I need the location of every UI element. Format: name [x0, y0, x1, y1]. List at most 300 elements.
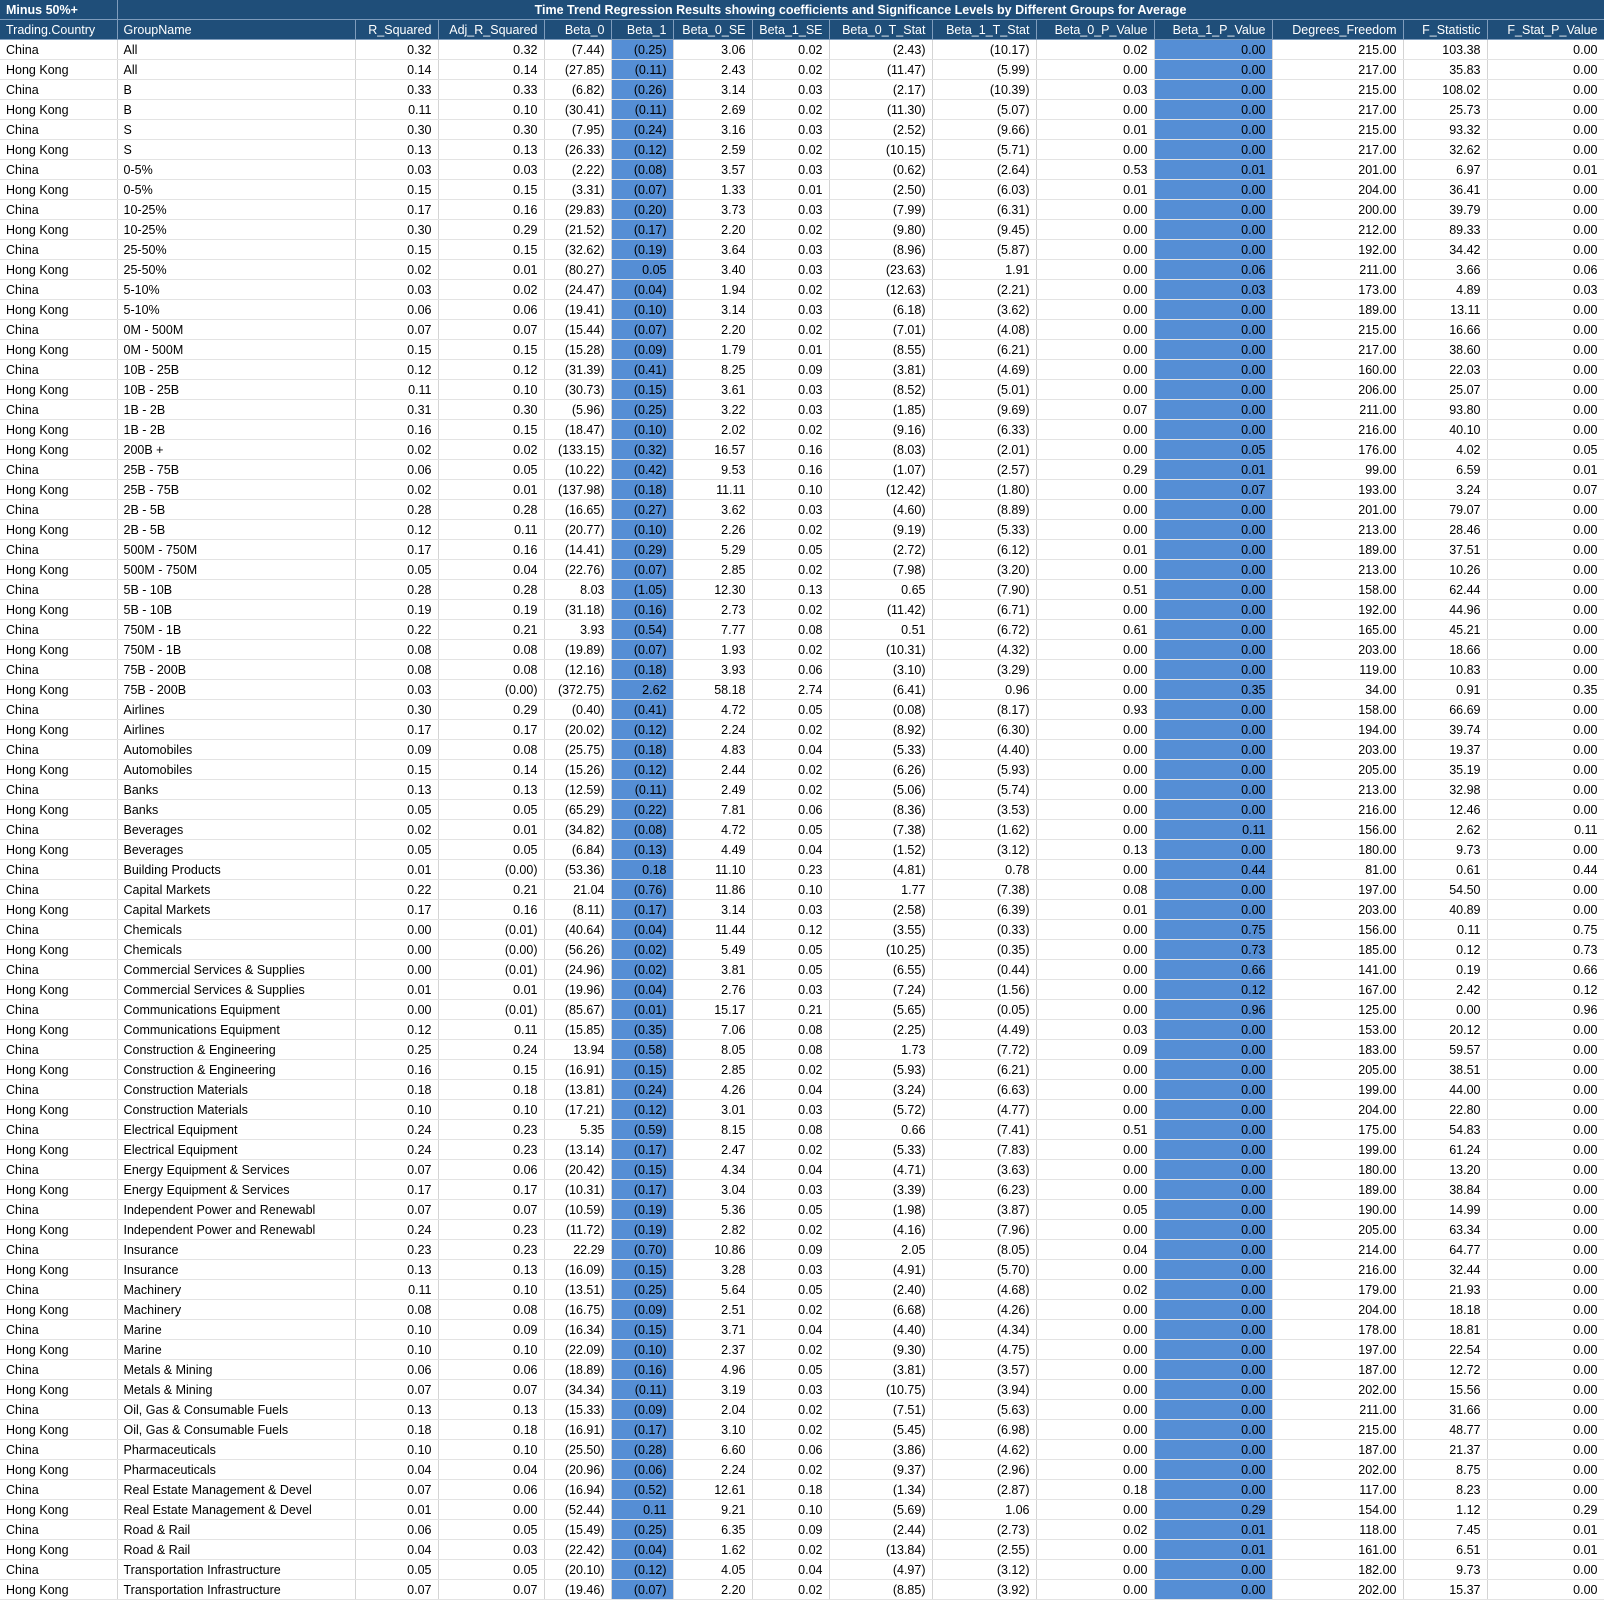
column-header-beta-0[interactable]: Beta_0: [544, 20, 611, 40]
cell-r-squared[interactable]: 0.17: [355, 1180, 438, 1200]
cell-r-squared[interactable]: 0.13: [355, 140, 438, 160]
cell-beta-0-p-value[interactable]: 0.00: [1036, 100, 1154, 120]
cell-beta-1-p-value[interactable]: 0.00: [1154, 1020, 1272, 1040]
cell-beta-1-t-stat[interactable]: (9.45): [932, 220, 1036, 240]
cell-beta-0-se[interactable]: 2.44: [673, 760, 752, 780]
cell-beta-1-se[interactable]: 0.05: [752, 540, 829, 560]
cell-beta-0-t-stat[interactable]: (10.75): [829, 1380, 932, 1400]
cell-beta-1-t-stat[interactable]: (6.12): [932, 540, 1036, 560]
cell-degrees-freedom[interactable]: 214.00: [1272, 1240, 1403, 1260]
cell-r-squared[interactable]: 0.06: [355, 1520, 438, 1540]
cell-groupname[interactable]: Beverages: [117, 840, 355, 860]
cell-degrees-freedom[interactable]: 180.00: [1272, 1160, 1403, 1180]
cell-degrees-freedom[interactable]: 34.00: [1272, 680, 1403, 700]
cell-beta-0-p-value[interactable]: 0.00: [1036, 1380, 1154, 1400]
cell-beta-1-t-stat[interactable]: (4.62): [932, 1440, 1036, 1460]
cell-r-squared[interactable]: 0.08: [355, 1300, 438, 1320]
cell-beta-0-se[interactable]: 1.93: [673, 640, 752, 660]
cell-beta-0[interactable]: (19.41): [544, 300, 611, 320]
cell-beta-1-se[interactable]: 0.03: [752, 1380, 829, 1400]
cell-beta-1-t-stat[interactable]: (4.69): [932, 360, 1036, 380]
cell-beta-0-p-value[interactable]: 0.00: [1036, 340, 1154, 360]
cell-beta-0-t-stat[interactable]: (11.47): [829, 60, 932, 80]
cell-adj-r-squared[interactable]: 0.05: [438, 1560, 544, 1580]
cell-beta-0[interactable]: (15.28): [544, 340, 611, 360]
cell-f-statistic[interactable]: 9.73: [1403, 840, 1487, 860]
cell-beta-0[interactable]: (26.33): [544, 140, 611, 160]
cell-beta-1[interactable]: (0.07): [611, 180, 673, 200]
cell-f-statistic[interactable]: 0.11: [1403, 920, 1487, 940]
cell-beta-0-se[interactable]: 12.61: [673, 1480, 752, 1500]
cell-f-stat-p-value[interactable]: 0.00: [1487, 700, 1604, 720]
cell-beta-0-t-stat[interactable]: (4.81): [829, 860, 932, 880]
cell-trading-country[interactable]: Hong Kong: [0, 980, 117, 1000]
cell-adj-r-squared[interactable]: 0.13: [438, 140, 544, 160]
cell-r-squared[interactable]: 0.17: [355, 200, 438, 220]
cell-beta-0[interactable]: 22.29: [544, 1240, 611, 1260]
cell-beta-0[interactable]: (16.75): [544, 1300, 611, 1320]
cell-beta-1-t-stat[interactable]: (1.62): [932, 820, 1036, 840]
cell-f-stat-p-value[interactable]: 0.03: [1487, 280, 1604, 300]
cell-beta-0[interactable]: (24.96): [544, 960, 611, 980]
cell-f-stat-p-value[interactable]: 0.00: [1487, 360, 1604, 380]
cell-beta-1-p-value[interactable]: 0.05: [1154, 440, 1272, 460]
cell-f-statistic[interactable]: 38.84: [1403, 1180, 1487, 1200]
cell-beta-0-t-stat[interactable]: (1.85): [829, 400, 932, 420]
cell-beta-0-se[interactable]: 8.25: [673, 360, 752, 380]
cell-beta-0-t-stat[interactable]: (23.63): [829, 260, 932, 280]
cell-beta-1[interactable]: (0.17): [611, 1420, 673, 1440]
cell-beta-1[interactable]: (0.10): [611, 420, 673, 440]
cell-beta-0-p-value[interactable]: 0.00: [1036, 820, 1154, 840]
cell-f-statistic[interactable]: 8.23: [1403, 1480, 1487, 1500]
cell-beta-1-t-stat[interactable]: (8.89): [932, 500, 1036, 520]
cell-beta-1-p-value[interactable]: 0.00: [1154, 640, 1272, 660]
cell-beta-0[interactable]: (19.89): [544, 640, 611, 660]
cell-groupname[interactable]: Capital Markets: [117, 900, 355, 920]
cell-beta-1-t-stat[interactable]: (3.29): [932, 660, 1036, 680]
cell-adj-r-squared[interactable]: 0.23: [438, 1140, 544, 1160]
cell-f-statistic[interactable]: 62.44: [1403, 580, 1487, 600]
cell-beta-0[interactable]: (34.82): [544, 820, 611, 840]
cell-beta-0-se[interactable]: 9.53: [673, 460, 752, 480]
cell-f-stat-p-value[interactable]: 0.00: [1487, 600, 1604, 620]
cell-beta-1-t-stat[interactable]: (4.40): [932, 740, 1036, 760]
cell-trading-country[interactable]: Hong Kong: [0, 1460, 117, 1480]
cell-f-statistic[interactable]: 66.69: [1403, 700, 1487, 720]
cell-beta-1-t-stat[interactable]: 1.06: [932, 1500, 1036, 1520]
cell-degrees-freedom[interactable]: 158.00: [1272, 580, 1403, 600]
cell-degrees-freedom[interactable]: 204.00: [1272, 1300, 1403, 1320]
cell-beta-1-t-stat[interactable]: (4.68): [932, 1280, 1036, 1300]
cell-beta-1-se[interactable]: 0.16: [752, 440, 829, 460]
cell-r-squared[interactable]: 0.31: [355, 400, 438, 420]
cell-adj-r-squared[interactable]: 0.23: [438, 1240, 544, 1260]
cell-beta-0-t-stat[interactable]: (2.72): [829, 540, 932, 560]
cell-beta-1-p-value[interactable]: 0.00: [1154, 540, 1272, 560]
cell-beta-1-t-stat[interactable]: (6.63): [932, 1080, 1036, 1100]
cell-degrees-freedom[interactable]: 185.00: [1272, 940, 1403, 960]
cell-beta-0-p-value[interactable]: 0.00: [1036, 1080, 1154, 1100]
cell-degrees-freedom[interactable]: 160.00: [1272, 360, 1403, 380]
cell-beta-0[interactable]: (6.82): [544, 80, 611, 100]
cell-beta-0-se[interactable]: 3.22: [673, 400, 752, 420]
cell-adj-r-squared[interactable]: 0.10: [438, 1280, 544, 1300]
cell-f-stat-p-value[interactable]: 0.00: [1487, 640, 1604, 660]
cell-r-squared[interactable]: 0.06: [355, 460, 438, 480]
cell-beta-0-se[interactable]: 2.20: [673, 320, 752, 340]
cell-beta-1[interactable]: (0.07): [611, 1580, 673, 1600]
cell-beta-0-se[interactable]: 2.26: [673, 520, 752, 540]
cell-beta-0-p-value[interactable]: 0.00: [1036, 680, 1154, 700]
cell-beta-1[interactable]: (0.11): [611, 780, 673, 800]
cell-beta-0[interactable]: (31.39): [544, 360, 611, 380]
cell-beta-0-se[interactable]: 3.64: [673, 240, 752, 260]
cell-beta-0-se[interactable]: 4.26: [673, 1080, 752, 1100]
cell-beta-0[interactable]: (8.11): [544, 900, 611, 920]
cell-beta-0-se[interactable]: 2.76: [673, 980, 752, 1000]
cell-beta-1-se[interactable]: 0.03: [752, 1260, 829, 1280]
cell-r-squared[interactable]: 0.10: [355, 1340, 438, 1360]
cell-beta-1-se[interactable]: 0.23: [752, 860, 829, 880]
cell-beta-1-t-stat[interactable]: (6.21): [932, 1060, 1036, 1080]
cell-beta-1-p-value[interactable]: 0.00: [1154, 1100, 1272, 1120]
cell-f-stat-p-value[interactable]: 0.00: [1487, 1040, 1604, 1060]
cell-adj-r-squared[interactable]: 0.08: [438, 740, 544, 760]
cell-beta-1-p-value[interactable]: 0.00: [1154, 1280, 1272, 1300]
cell-f-stat-p-value[interactable]: 0.00: [1487, 400, 1604, 420]
cell-beta-1-se[interactable]: 0.05: [752, 700, 829, 720]
cell-beta-1-t-stat[interactable]: (3.53): [932, 800, 1036, 820]
cell-beta-0-p-value[interactable]: 0.00: [1036, 60, 1154, 80]
cell-beta-1-se[interactable]: 0.02: [752, 420, 829, 440]
cell-adj-r-squared[interactable]: 0.01: [438, 480, 544, 500]
cell-beta-1-p-value[interactable]: 0.00: [1154, 580, 1272, 600]
cell-trading-country[interactable]: China: [0, 240, 117, 260]
cell-beta-1-p-value[interactable]: 0.66: [1154, 960, 1272, 980]
cell-beta-0-se[interactable]: 2.85: [673, 560, 752, 580]
cell-f-statistic[interactable]: 14.99: [1403, 1200, 1487, 1220]
cell-beta-0-se[interactable]: 15.17: [673, 1000, 752, 1020]
cell-adj-r-squared[interactable]: 0.00: [438, 1500, 544, 1520]
cell-adj-r-squared[interactable]: 0.02: [438, 280, 544, 300]
cell-beta-0-p-value[interactable]: 0.00: [1036, 1260, 1154, 1280]
cell-adj-r-squared[interactable]: (0.00): [438, 940, 544, 960]
cell-beta-0-p-value[interactable]: 0.00: [1036, 360, 1154, 380]
cell-beta-0-t-stat[interactable]: (2.40): [829, 1280, 932, 1300]
cell-beta-1-t-stat[interactable]: (5.93): [932, 760, 1036, 780]
cell-f-stat-p-value[interactable]: 0.00: [1487, 1140, 1604, 1160]
cell-r-squared[interactable]: 0.25: [355, 1040, 438, 1060]
cell-r-squared[interactable]: 0.07: [355, 1380, 438, 1400]
cell-f-statistic[interactable]: 4.89: [1403, 280, 1487, 300]
cell-beta-0-se[interactable]: 5.49: [673, 940, 752, 960]
cell-beta-1[interactable]: (0.17): [611, 220, 673, 240]
cell-f-statistic[interactable]: 39.79: [1403, 200, 1487, 220]
cell-beta-0-se[interactable]: 3.57: [673, 160, 752, 180]
cell-f-statistic[interactable]: 38.51: [1403, 1060, 1487, 1080]
cell-beta-1[interactable]: (0.04): [611, 980, 673, 1000]
cell-degrees-freedom[interactable]: 189.00: [1272, 1180, 1403, 1200]
cell-f-statistic[interactable]: 61.24: [1403, 1140, 1487, 1160]
cell-beta-0[interactable]: (25.50): [544, 1440, 611, 1460]
cell-r-squared[interactable]: 0.10: [355, 1100, 438, 1120]
cell-adj-r-squared[interactable]: 0.09: [438, 1320, 544, 1340]
cell-adj-r-squared[interactable]: 0.33: [438, 80, 544, 100]
cell-beta-1[interactable]: (0.32): [611, 440, 673, 460]
cell-beta-0-t-stat[interactable]: (9.19): [829, 520, 932, 540]
cell-beta-0-p-value[interactable]: 0.61: [1036, 620, 1154, 640]
cell-beta-0-t-stat[interactable]: 0.65: [829, 580, 932, 600]
cell-beta-0-t-stat[interactable]: (1.52): [829, 840, 932, 860]
cell-beta-0-se[interactable]: 8.05: [673, 1040, 752, 1060]
cell-beta-1-t-stat[interactable]: 0.78: [932, 860, 1036, 880]
cell-groupname[interactable]: Insurance: [117, 1260, 355, 1280]
cell-f-statistic[interactable]: 59.57: [1403, 1040, 1487, 1060]
cell-f-statistic[interactable]: 25.07: [1403, 380, 1487, 400]
cell-beta-1[interactable]: (0.04): [611, 1540, 673, 1560]
cell-f-stat-p-value[interactable]: 0.01: [1487, 460, 1604, 480]
cell-f-statistic[interactable]: 34.42: [1403, 240, 1487, 260]
cell-beta-0-se[interactable]: 3.93: [673, 660, 752, 680]
cell-trading-country[interactable]: Hong Kong: [0, 220, 117, 240]
cell-beta-1-p-value[interactable]: 0.12: [1154, 980, 1272, 1000]
cell-groupname[interactable]: Airlines: [117, 700, 355, 720]
cell-trading-country[interactable]: China: [0, 880, 117, 900]
cell-beta-1-t-stat[interactable]: 1.91: [932, 260, 1036, 280]
cell-beta-0-se[interactable]: 4.72: [673, 700, 752, 720]
cell-beta-1-se[interactable]: 0.04: [752, 1080, 829, 1100]
cell-beta-1-p-value[interactable]: 0.01: [1154, 460, 1272, 480]
cell-beta-1-t-stat[interactable]: (7.41): [932, 1120, 1036, 1140]
cell-f-statistic[interactable]: 108.02: [1403, 80, 1487, 100]
cell-beta-0[interactable]: (133.15): [544, 440, 611, 460]
cell-beta-1-se[interactable]: 0.02: [752, 1460, 829, 1480]
cell-f-statistic[interactable]: 15.56: [1403, 1380, 1487, 1400]
cell-degrees-freedom[interactable]: 205.00: [1272, 1060, 1403, 1080]
cell-f-statistic[interactable]: 21.37: [1403, 1440, 1487, 1460]
cell-groupname[interactable]: Communications Equipment: [117, 1020, 355, 1040]
cell-groupname[interactable]: 25-50%: [117, 240, 355, 260]
cell-r-squared[interactable]: 0.10: [355, 1440, 438, 1460]
cell-groupname[interactable]: Independent Power and Renewabl: [117, 1220, 355, 1240]
cell-beta-0-se[interactable]: 58.18: [673, 680, 752, 700]
cell-beta-0-t-stat[interactable]: (5.45): [829, 1420, 932, 1440]
cell-beta-1-se[interactable]: 0.03: [752, 400, 829, 420]
cell-r-squared[interactable]: 0.14: [355, 60, 438, 80]
cell-beta-1-t-stat[interactable]: (0.05): [932, 1000, 1036, 1020]
cell-trading-country[interactable]: China: [0, 920, 117, 940]
cell-beta-1-p-value[interactable]: 0.00: [1154, 1200, 1272, 1220]
cell-beta-1-p-value[interactable]: 0.00: [1154, 200, 1272, 220]
cell-degrees-freedom[interactable]: 213.00: [1272, 520, 1403, 540]
cell-r-squared[interactable]: 0.13: [355, 1400, 438, 1420]
cell-degrees-freedom[interactable]: 193.00: [1272, 480, 1403, 500]
cell-degrees-freedom[interactable]: 217.00: [1272, 340, 1403, 360]
cell-beta-1[interactable]: (0.25): [611, 1520, 673, 1540]
cell-beta-1[interactable]: (0.12): [611, 1100, 673, 1120]
cell-degrees-freedom[interactable]: 217.00: [1272, 140, 1403, 160]
cell-beta-0-t-stat[interactable]: (9.37): [829, 1460, 932, 1480]
cell-trading-country[interactable]: Hong Kong: [0, 1340, 117, 1360]
cell-groupname[interactable]: Energy Equipment & Services: [117, 1180, 355, 1200]
cell-beta-0-t-stat[interactable]: 1.73: [829, 1040, 932, 1060]
cell-groupname[interactable]: Electrical Equipment: [117, 1120, 355, 1140]
cell-beta-1-se[interactable]: 0.03: [752, 1100, 829, 1120]
cell-f-stat-p-value[interactable]: 0.00: [1487, 580, 1604, 600]
cell-r-squared[interactable]: 0.07: [355, 1480, 438, 1500]
cell-beta-0-se[interactable]: 3.01: [673, 1100, 752, 1120]
cell-beta-0-p-value[interactable]: 0.08: [1036, 880, 1154, 900]
cell-groupname[interactable]: Road & Rail: [117, 1540, 355, 1560]
cell-trading-country[interactable]: China: [0, 660, 117, 680]
cell-f-statistic[interactable]: 0.12: [1403, 940, 1487, 960]
cell-beta-1-p-value[interactable]: 0.00: [1154, 900, 1272, 920]
cell-r-squared[interactable]: 0.15: [355, 240, 438, 260]
cell-beta-0-se[interactable]: 3.73: [673, 200, 752, 220]
cell-beta-1[interactable]: (0.24): [611, 120, 673, 140]
cell-adj-r-squared[interactable]: 0.14: [438, 760, 544, 780]
cell-beta-1-se[interactable]: 0.02: [752, 1300, 829, 1320]
cell-groupname[interactable]: 25B - 75B: [117, 460, 355, 480]
cell-f-stat-p-value[interactable]: 0.00: [1487, 900, 1604, 920]
cell-degrees-freedom[interactable]: 154.00: [1272, 1500, 1403, 1520]
cell-beta-0-p-value[interactable]: 0.03: [1036, 80, 1154, 100]
cell-trading-country[interactable]: China: [0, 1360, 117, 1380]
cell-adj-r-squared[interactable]: 0.06: [438, 1360, 544, 1380]
cell-beta-1-se[interactable]: 0.02: [752, 40, 829, 60]
cell-beta-0-p-value[interactable]: 0.00: [1036, 960, 1154, 980]
cell-degrees-freedom[interactable]: 211.00: [1272, 260, 1403, 280]
cell-beta-1-se[interactable]: 0.02: [752, 280, 829, 300]
cell-beta-1-p-value[interactable]: 0.00: [1154, 720, 1272, 740]
cell-degrees-freedom[interactable]: 167.00: [1272, 980, 1403, 1000]
cell-beta-1-se[interactable]: 0.10: [752, 480, 829, 500]
cell-trading-country[interactable]: Hong Kong: [0, 1580, 117, 1600]
cell-beta-0-p-value[interactable]: 0.00: [1036, 1060, 1154, 1080]
cell-beta-0-p-value[interactable]: 0.00: [1036, 980, 1154, 1000]
cell-beta-1[interactable]: (0.08): [611, 820, 673, 840]
cell-r-squared[interactable]: 0.05: [355, 560, 438, 580]
cell-f-statistic[interactable]: 54.50: [1403, 880, 1487, 900]
cell-beta-1-se[interactable]: 0.06: [752, 1440, 829, 1460]
cell-trading-country[interactable]: Hong Kong: [0, 1420, 117, 1440]
cell-beta-1-p-value[interactable]: 0.01: [1154, 1540, 1272, 1560]
cell-groupname[interactable]: Metals & Mining: [117, 1360, 355, 1380]
cell-adj-r-squared[interactable]: 0.01: [438, 980, 544, 1000]
cell-f-stat-p-value[interactable]: 0.12: [1487, 980, 1604, 1000]
cell-adj-r-squared[interactable]: 0.02: [438, 440, 544, 460]
cell-adj-r-squared[interactable]: 0.03: [438, 1540, 544, 1560]
cell-degrees-freedom[interactable]: 216.00: [1272, 420, 1403, 440]
cell-adj-r-squared[interactable]: 0.10: [438, 1340, 544, 1360]
cell-beta-1-t-stat[interactable]: (0.33): [932, 920, 1036, 940]
cell-f-statistic[interactable]: 54.83: [1403, 1120, 1487, 1140]
cell-beta-0-t-stat[interactable]: (4.40): [829, 1320, 932, 1340]
cell-beta-1-se[interactable]: 0.02: [752, 560, 829, 580]
cell-beta-1-p-value[interactable]: 0.00: [1154, 760, 1272, 780]
cell-r-squared[interactable]: 0.33: [355, 80, 438, 100]
cell-beta-1-t-stat[interactable]: (4.08): [932, 320, 1036, 340]
cell-beta-0[interactable]: (24.47): [544, 280, 611, 300]
cell-beta-1-se[interactable]: 0.01: [752, 180, 829, 200]
cell-beta-1-se[interactable]: 0.21: [752, 1000, 829, 1020]
cell-beta-0[interactable]: (18.47): [544, 420, 611, 440]
cell-f-statistic[interactable]: 31.66: [1403, 1400, 1487, 1420]
cell-beta-0[interactable]: (13.14): [544, 1140, 611, 1160]
column-header-beta-1[interactable]: Beta_1: [611, 20, 673, 40]
cell-groupname[interactable]: Capital Markets: [117, 880, 355, 900]
cell-beta-0-t-stat[interactable]: (5.93): [829, 1060, 932, 1080]
cell-trading-country[interactable]: Hong Kong: [0, 1220, 117, 1240]
cell-f-stat-p-value[interactable]: 0.00: [1487, 1280, 1604, 1300]
cell-groupname[interactable]: Commercial Services & Supplies: [117, 960, 355, 980]
cell-groupname[interactable]: Road & Rail: [117, 1520, 355, 1540]
cell-beta-1-p-value[interactable]: 0.00: [1154, 1160, 1272, 1180]
cell-beta-1-p-value[interactable]: 0.00: [1154, 80, 1272, 100]
cell-beta-0-se[interactable]: 9.21: [673, 1500, 752, 1520]
cell-beta-0-p-value[interactable]: 0.05: [1036, 1200, 1154, 1220]
cell-beta-0-se[interactable]: 4.72: [673, 820, 752, 840]
cell-beta-0-t-stat[interactable]: (6.55): [829, 960, 932, 980]
cell-beta-1-t-stat[interactable]: (6.72): [932, 620, 1036, 640]
cell-beta-0-t-stat[interactable]: (5.06): [829, 780, 932, 800]
cell-beta-1[interactable]: (0.26): [611, 80, 673, 100]
cell-beta-1-t-stat[interactable]: (0.35): [932, 940, 1036, 960]
cell-trading-country[interactable]: China: [0, 860, 117, 880]
cell-beta-0-t-stat[interactable]: (1.98): [829, 1200, 932, 1220]
cell-f-stat-p-value[interactable]: 0.00: [1487, 1580, 1604, 1600]
cell-beta-0[interactable]: (31.18): [544, 600, 611, 620]
cell-groupname[interactable]: Machinery: [117, 1280, 355, 1300]
cell-r-squared[interactable]: 0.05: [355, 1560, 438, 1580]
cell-beta-1-se[interactable]: 0.03: [752, 500, 829, 520]
cell-trading-country[interactable]: China: [0, 460, 117, 480]
cell-beta-0-t-stat[interactable]: (4.60): [829, 500, 932, 520]
cell-beta-1-p-value[interactable]: 0.00: [1154, 1120, 1272, 1140]
cell-beta-0[interactable]: (53.36): [544, 860, 611, 880]
cell-r-squared[interactable]: 0.11: [355, 380, 438, 400]
cell-beta-1-se[interactable]: 0.03: [752, 240, 829, 260]
cell-f-stat-p-value[interactable]: 0.00: [1487, 200, 1604, 220]
cell-beta-1[interactable]: (0.01): [611, 1000, 673, 1020]
cell-beta-1[interactable]: (0.04): [611, 280, 673, 300]
cell-beta-0-se[interactable]: 10.86: [673, 1240, 752, 1260]
cell-beta-0-t-stat[interactable]: (5.65): [829, 1000, 932, 1020]
cell-beta-0-p-value[interactable]: 0.00: [1036, 440, 1154, 460]
cell-beta-1-se[interactable]: 0.01: [752, 340, 829, 360]
cell-beta-1-p-value[interactable]: 0.73: [1154, 940, 1272, 960]
cell-f-statistic[interactable]: 38.60: [1403, 340, 1487, 360]
cell-f-stat-p-value[interactable]: 0.00: [1487, 1200, 1604, 1220]
cell-beta-0-p-value[interactable]: 0.00: [1036, 220, 1154, 240]
cell-degrees-freedom[interactable]: 182.00: [1272, 1560, 1403, 1580]
cell-f-stat-p-value[interactable]: 0.11: [1487, 820, 1604, 840]
cell-beta-1-t-stat[interactable]: (3.94): [932, 1380, 1036, 1400]
cell-beta-1-t-stat[interactable]: (2.73): [932, 1520, 1036, 1540]
cell-beta-1-t-stat[interactable]: (7.96): [932, 1220, 1036, 1240]
cell-beta-0-se[interactable]: 12.30: [673, 580, 752, 600]
cell-trading-country[interactable]: Hong Kong: [0, 260, 117, 280]
cell-beta-1-t-stat[interactable]: (2.87): [932, 1480, 1036, 1500]
cell-beta-0-t-stat[interactable]: (3.24): [829, 1080, 932, 1100]
cell-f-stat-p-value[interactable]: 0.00: [1487, 620, 1604, 640]
cell-adj-r-squared[interactable]: 0.24: [438, 1040, 544, 1060]
cell-beta-1-p-value[interactable]: 0.00: [1154, 780, 1272, 800]
cell-f-statistic[interactable]: 10.26: [1403, 560, 1487, 580]
cell-beta-0-se[interactable]: 16.57: [673, 440, 752, 460]
cell-groupname[interactable]: Construction Materials: [117, 1100, 355, 1120]
